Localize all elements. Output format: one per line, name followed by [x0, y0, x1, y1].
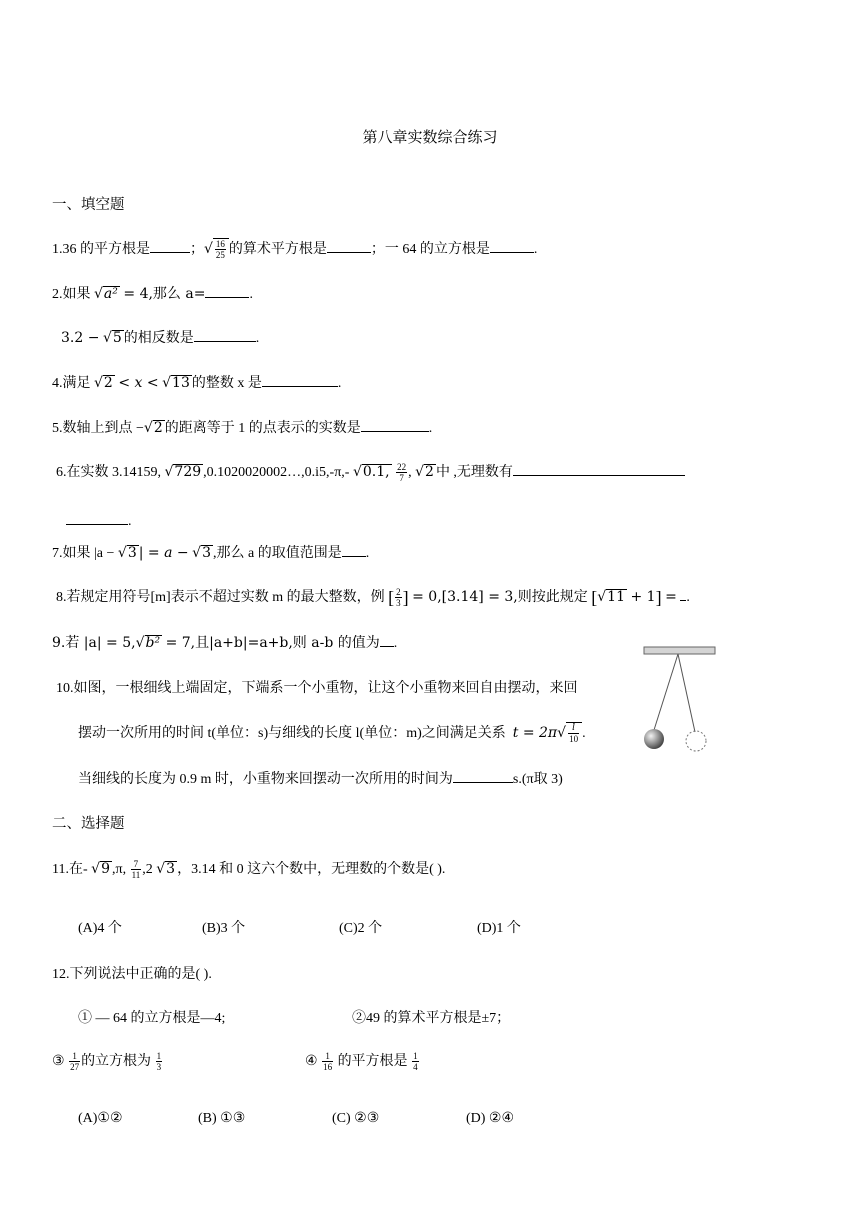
q12-statement-1: ① — 64 的立方根是—4; [78, 1011, 226, 1026]
q12-s4-num2: 1 [413, 1051, 418, 1062]
q5-radicand: 2 [153, 420, 163, 436]
q11-option-c[interactable]: (C)2 个 [339, 921, 383, 936]
q2-text-b: = 4,那么 a= [123, 286, 206, 302]
q10-frac-den: 10 [569, 734, 579, 745]
q1-blank-1[interactable] [150, 239, 190, 253]
pendulum-ceiling-bar [644, 647, 715, 654]
q8-radicand: 11 [607, 589, 625, 605]
question-9: 9.若 |a| = 5,√b² = 7,且|a+b|=a+b,则 a-b 的值为 . [52, 635, 398, 651]
q6-text-a: 6.在实数 3.14159, [56, 465, 161, 480]
q12-s4-den: 16 [323, 1062, 333, 1073]
question-3: 3.2 − √5 的相反数是 . [61, 330, 260, 346]
q1-frac-den: 25 [215, 250, 225, 261]
q11-radicand-1: 9 [101, 861, 110, 877]
q6-frac-den: 7 [396, 472, 407, 483]
question-7: 7.如果 |a − √3 | = a − √3 ,那么 a 的取值范围是 . [52, 545, 370, 561]
q3-text-a: 3.2 − [61, 330, 100, 346]
q12-option-c[interactable]: (C) ②③ [332, 1111, 380, 1126]
question-10-line-3 [78, 768, 563, 788]
q11-frac-num: 7 [133, 859, 139, 870]
q6-blank-1[interactable] [513, 462, 685, 476]
q8-text-f: . [686, 590, 690, 605]
q12-s3-den: 27 [70, 1062, 80, 1073]
q12-s4-marker: ④ [305, 1054, 318, 1069]
q11-text-d: ,2 [142, 862, 153, 877]
q1-text-a: 1.36 的平方根是 [52, 242, 150, 257]
q12-s3-den2: 3 [156, 1062, 162, 1073]
q1-text-b: ； [190, 242, 204, 257]
q12-option-b[interactable]: (B) ①③ [198, 1111, 246, 1126]
q9-radicand: b² [145, 635, 161, 651]
question-6: 6.在实数 3.14159, √729 ,0.1020020002…,0.i5,-π,- √0.1, $\frac{22}{7}$ , √2 中 ,无理数有 [56, 461, 685, 483]
question-10-line-2: 摆动一次所用的时间 t(单位：s)与细线的长度 l(单位：m)之间满足关系 t = 2π√ $\frac{l}{10}$ . [78, 723, 586, 745]
q3-radicand: 5 [112, 330, 122, 346]
q1-frac-num: 16 [215, 239, 225, 250]
q12-option-d[interactable]: (D) ②④ [466, 1111, 515, 1126]
q4-radicand-2: 13 [172, 375, 190, 391]
q12-statement-2: ②49 的算术平方根是±7； [352, 1011, 511, 1026]
q9-blank[interactable] [380, 633, 394, 647]
q11-text-a: 11.在- [52, 862, 88, 877]
q3-text-c: 的相反数是 [123, 331, 194, 346]
q5-text-c: 的距离等于 1 的点表示的实数是 [164, 421, 361, 436]
q6-text-d: 0.1, [362, 464, 390, 480]
pendulum-figure [640, 644, 720, 754]
q11-option-d[interactable]: (D)1 个 [477, 921, 521, 936]
section-fill-blank-heading: 一、填空题 [52, 197, 125, 213]
q8-text-d: + 1 [630, 589, 656, 605]
q7-radicand-1: 3 [127, 545, 137, 561]
q2-text-a: 2.如果 [52, 287, 91, 302]
q5-text-a: 5.数轴上到点 − [52, 421, 144, 436]
q4-text-c: < x < [118, 375, 159, 391]
q8-text-e: = [665, 589, 677, 605]
q8-frac-num: 2 [396, 587, 401, 598]
q4-blank[interactable] [262, 373, 338, 387]
q1-text-e: . [533, 242, 538, 257]
q9-text-c: = 7,且|a+b|=a+b,则 a-b 的值为 [165, 635, 380, 651]
q7-text-f: . [365, 546, 370, 561]
q7-text-c: | = a − [138, 545, 189, 561]
question-6-continued [66, 511, 132, 530]
q8-text-a: 8.若规定用符号[m]表示不超过实数 m 的最大整数，例 [56, 590, 385, 605]
question-11: 11.在- √9 ,π, $\frac{7}{11}$ ,2 √3 ，3.14 和 0 这六个数中，无理数的个数是( ). [52, 859, 446, 881]
q10-text-l2c: . [582, 726, 586, 741]
q9-text-d: . [393, 636, 398, 651]
q11-frac-den: 11 [131, 870, 141, 881]
q6-radicand-1: 729 [174, 464, 202, 480]
q4-text-a: 4.满足 [52, 376, 91, 391]
q7-blank[interactable] [342, 543, 366, 557]
q6-frac-num: 22 [397, 462, 407, 473]
q11-option-a[interactable]: (A)4 个 [78, 921, 122, 936]
q6-text-c: ,0.1020020002…,0.i5,-π,- [203, 465, 350, 480]
q7-radicand-2: 3 [202, 545, 211, 561]
q12-statement-4 [305, 1050, 420, 1072]
q2-radicand: a² [103, 286, 118, 302]
q2-text-c: . [249, 287, 253, 302]
q12-s4-num: 1 [325, 1051, 330, 1062]
q4-radicand-1: 2 [103, 375, 113, 391]
q4-text-f: . [337, 376, 342, 391]
q4-text-e: 的整数 x 是 [191, 376, 262, 391]
q3-blank[interactable] [194, 328, 256, 342]
q11-radicand-2: 3 [166, 861, 176, 877]
q6-radicand-2: 2 [425, 464, 434, 480]
pendulum-string-dashed-position [678, 654, 695, 732]
q6-text-e: , [408, 465, 412, 480]
q6-text-h: . [128, 514, 132, 529]
q2-blank[interactable] [205, 284, 249, 298]
q3-text-d: . [255, 331, 260, 346]
question-12: 12.下列说法中正确的是( ). [52, 967, 212, 982]
question-1: 1.36 的平方根是 ；√ $\frac{16}{25}$ 的算术平方根是 ；一 64 的立方根是 . [52, 239, 538, 261]
q10-blank[interactable] [453, 769, 513, 783]
q1-text-d: ；一 64 的立方根是 [370, 242, 490, 257]
q10-text-l3a: 当细线的长度为 0.9 m 时，小重物来回摆动一次所用的时间为 [78, 772, 453, 787]
question-10-line-1: 10.如图，一根细线上端固定，下端系一个小重物，让这个小重物来回自由摆动，来回 [56, 681, 578, 696]
question-4: 4.满足 √2 < x < √13 的整数 x 是 . [52, 375, 342, 391]
question-2: 2.如果 √a² = 4,那么 a= . [52, 286, 253, 302]
q5-text-d: . [428, 421, 433, 436]
q12-s3-marker: ③ [52, 1054, 65, 1069]
pendulum-bob [644, 729, 664, 749]
q1-text-c: 的算术平方根是 [228, 242, 327, 257]
q11-text-c: ,π, [112, 862, 127, 877]
q12-s3-num2: 1 [156, 1051, 162, 1062]
q12-option-a[interactable]: (A)①② [78, 1111, 123, 1126]
q10-frac-num: l [572, 723, 575, 734]
q12-s3-num: 1 [72, 1051, 77, 1062]
question-5: 5.数轴上到点 −√2 的距离等于 1 的点表示的实数是 . [52, 420, 433, 436]
q11-text-f: ，3.14 和 0 这六个数中，无理数的个数是( ). [177, 862, 446, 877]
q1-blank-3[interactable] [490, 239, 534, 253]
q7-text-e: ,那么 a 的取值范围是 [212, 546, 342, 561]
q12-statement-3 [52, 1050, 163, 1072]
q10-formula: t = 2π [512, 725, 558, 741]
q5-blank[interactable] [361, 418, 429, 432]
q10-text-l3b: s.(π取 3) [512, 772, 563, 787]
q1-blank-2[interactable] [327, 239, 371, 253]
q8-frac-den: 3 [396, 598, 401, 609]
q12-s3-text: 的立方根为 [81, 1054, 152, 1069]
q12-s4-den2: 4 [413, 1062, 418, 1073]
pendulum-bob-outline [686, 731, 706, 751]
page-title: 第八章实数综合练习 [362, 130, 498, 146]
q11-option-b[interactable]: (B)3 个 [202, 921, 246, 936]
q7-text-a: 7.如果 |a − [52, 546, 115, 561]
pendulum-string [654, 654, 678, 730]
question-8: 8.若规定用符号[m]表示不超过实数 m 的最大整数，例 [ $\frac{2}{3}$ ] = 0,[3.14] = 3,则按此规定 [√11 + 1] = . [56, 587, 690, 609]
section-multiple-choice-heading: 二、选择题 [52, 816, 125, 832]
q8-text-b: = 0,[3.14] = 3,则按此规定 [412, 589, 588, 605]
q6-text-g: 中 ,无理数有 [435, 465, 513, 480]
q6-blank-2[interactable] [66, 511, 128, 525]
q12-s4-text: 的平方根是 [337, 1054, 408, 1069]
q9-text-a: 9.若 |a| = 5, [52, 635, 136, 651]
q10-text-l2a: 摆动一次所用的时间 t(单位：s)与细线的长度 l(单位：m)之间满足关系 [78, 726, 506, 741]
